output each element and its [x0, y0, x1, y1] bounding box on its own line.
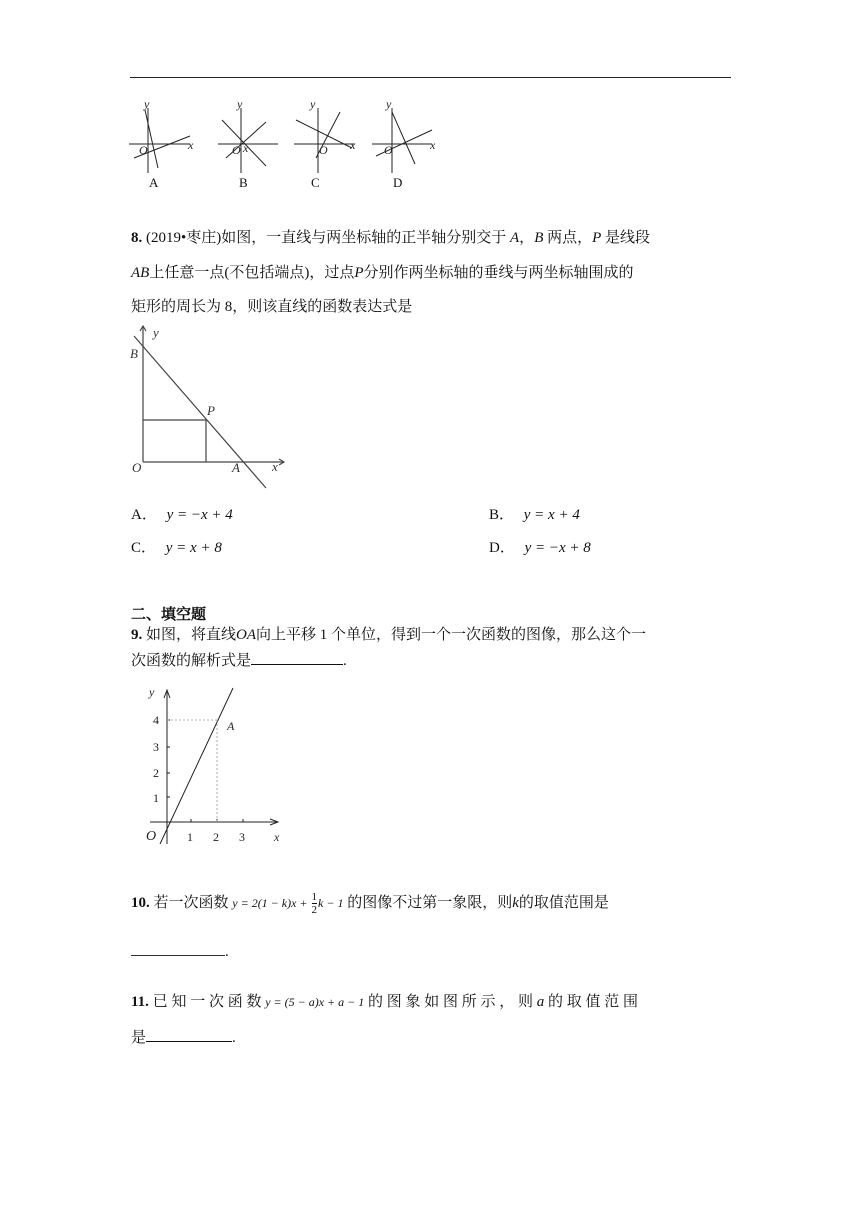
q11-text-4: 是 — [131, 1030, 147, 1046]
q7a-y-label: y — [144, 98, 150, 111]
q9-line-1 — [131, 625, 646, 645]
q8-option-a[interactable] — [131, 505, 233, 525]
q9-fig-ytick-3: 3 — [153, 740, 159, 754]
q8-text-6: 矩形的周长为 8，则该直线的函数表达式是 — [131, 299, 413, 315]
q8-option-d-expr: y = −x + 8 — [524, 540, 591, 556]
q8-line-3 — [131, 297, 412, 317]
q10-frac-den: 2 — [311, 904, 318, 917]
q10-text-3: 的取值范围是 — [518, 895, 609, 911]
q8-text-4: 上任意一点(不包括端点)，过点 — [149, 265, 355, 281]
q8-option-d-letter: D． — [489, 540, 515, 556]
header-rule — [130, 77, 731, 78]
q11-answer-blank[interactable] — [146, 1027, 232, 1042]
q7-option-d-label: D — [393, 175, 403, 190]
q10-number: 10. — [131, 895, 150, 911]
q9-fig-a: A — [227, 719, 235, 733]
q8-option-d[interactable] — [489, 538, 591, 558]
q9-fig-ytick-2: 2 — [153, 766, 159, 780]
q8-option-b[interactable] — [489, 505, 580, 525]
q9-fig-xtick-3: 3 — [239, 830, 245, 844]
q9-text-1: 如图，将直线 — [142, 627, 237, 643]
q10-text-2: 的图像不过第一象限，则 — [347, 895, 513, 911]
q9-fig-ytick-4: 4 — [153, 713, 159, 727]
q8-var-p: P — [592, 230, 602, 246]
q7-option-b-label: B — [239, 175, 248, 190]
q10-fraction — [312, 891, 318, 916]
q7d-x-label: x — [430, 138, 436, 152]
q7b-y-label: y — [237, 98, 243, 111]
q7a-origin: O — [139, 143, 148, 157]
q9-line-2 — [131, 650, 347, 671]
q8-var-b: B — [534, 230, 544, 246]
q8-var-ab: AB — [131, 265, 150, 281]
q9-fig-ytick-1: 1 — [153, 791, 159, 805]
q10-text-1: 若一次函数 — [149, 895, 229, 911]
q11-var-a: a — [536, 994, 545, 1010]
q8-text-3: 是线段 — [605, 230, 651, 246]
q11-expr: y = (5 − a)x + a − 1 — [265, 995, 365, 1009]
q8-option-a-expr: y = −x + 4 — [166, 507, 233, 523]
q8-option-c-expr: y = x + 8 — [165, 540, 222, 556]
q8-fig-x: x — [272, 459, 278, 474]
section-title-fill-in: 二、填空题 — [131, 605, 207, 623]
q7-option-c-label: C — [311, 175, 320, 190]
q11-text-1: 已 知 一 次 函 数 — [148, 994, 262, 1010]
q10-var-k: k — [512, 895, 519, 911]
q10-answer-blank[interactable] — [131, 941, 225, 956]
q10-line-2 — [131, 941, 229, 962]
q8-fig-a: A — [232, 460, 240, 475]
q9-fig-y: y — [149, 685, 155, 699]
q9-text-3: 次函数的解析式是 — [131, 653, 252, 669]
q7-option-a-label: A — [149, 175, 159, 190]
q9-answer-blank[interactable] — [251, 650, 343, 665]
q10-expr-b: k − 1 — [318, 896, 344, 910]
q8-option-c[interactable] — [131, 538, 222, 558]
q8-fig-o: O — [132, 460, 142, 475]
q11-line-1 — [131, 992, 638, 1012]
q7-figures — [126, 98, 446, 193]
q7b-x-label: x — [243, 141, 249, 155]
q8-number: 8. — [131, 230, 143, 246]
q10-line-1 — [131, 890, 609, 916]
q10-period: . — [225, 944, 229, 960]
q7d-origin: O — [384, 143, 393, 157]
q8-figure — [126, 324, 286, 492]
q8-option-b-expr: y = x + 4 — [523, 507, 580, 523]
q9-figure — [140, 684, 290, 854]
q10-expr-a: y = 2(1 − k)x + — [232, 896, 311, 910]
q7b-origin: O — [232, 143, 241, 157]
q8-option-a-letter: A． — [131, 507, 157, 523]
q9-fig-x: x — [274, 830, 280, 844]
q8-fig-y: y — [153, 325, 159, 340]
q7c-y-label: y — [310, 98, 316, 111]
q7c-x-label: x — [350, 138, 356, 152]
q9-period: . — [343, 653, 347, 669]
q9-text-2: 向上平移 1 个单位，得到一个一次函数的图像，那么这个一 — [256, 627, 647, 643]
q8-fig-b: B — [130, 346, 138, 361]
q11-text-3: 的 取 值 范 围 — [548, 994, 639, 1010]
q8-line-2 — [131, 263, 634, 283]
q9-fig-xtick-2: 2 — [213, 830, 219, 844]
q10-frac-num: 1 — [311, 891, 318, 904]
q8-var-a: A — [510, 230, 520, 246]
q9-var-oa: OA — [236, 627, 257, 643]
q11-text-2: 的 图 象 如 图 所 示 ， 则 — [368, 994, 534, 1010]
q8-option-b-letter: B． — [489, 507, 515, 523]
q8-text-2: 两点， — [547, 230, 593, 246]
q9-number: 9. — [131, 627, 143, 643]
q11-number: 11. — [131, 994, 149, 1010]
q8-option-c-letter: C． — [131, 540, 157, 556]
q7a-x-label: x — [188, 138, 194, 152]
q8-line-1 — [131, 228, 650, 248]
q7c-origin: O — [319, 143, 328, 157]
q11-line-2 — [131, 1027, 236, 1048]
q9-fig-xtick-1: 1 — [187, 830, 193, 844]
q8-text-1: (2019•枣庄)如图，一直线与两坐标轴的正半轴分别交于 — [142, 230, 507, 246]
q9-fig-o: O — [146, 829, 157, 844]
q8-fig-p: P — [207, 403, 215, 418]
q11-period: . — [232, 1030, 236, 1046]
q8-var-p2: P — [354, 265, 364, 281]
q8-text-5: 分别作两坐标轴的垂线与两坐标轴围成的 — [363, 265, 634, 281]
q8-comma: ， — [519, 230, 535, 246]
q7d-y-label: y — [386, 98, 392, 111]
